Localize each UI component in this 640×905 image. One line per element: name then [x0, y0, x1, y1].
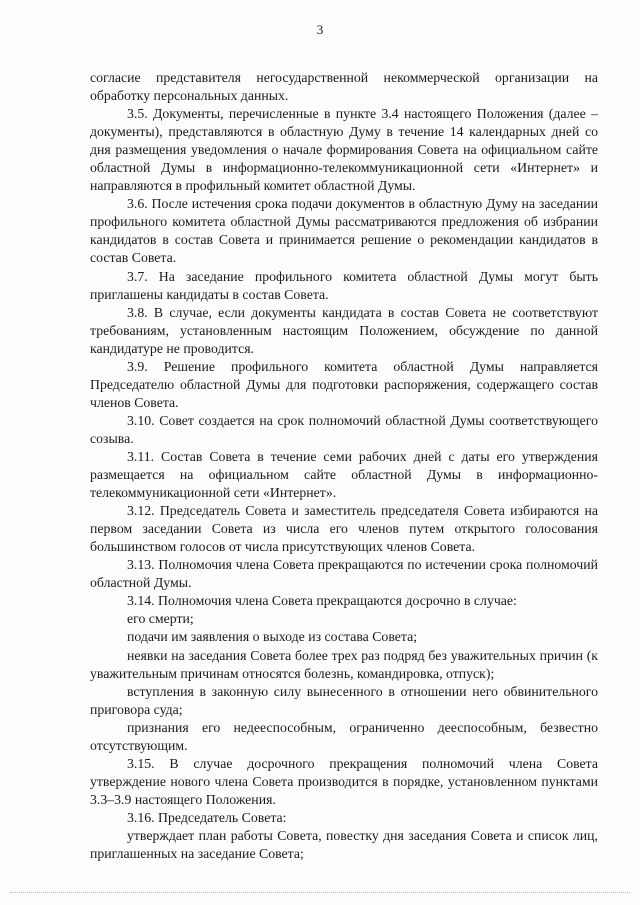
list-item: неявки на заседания Совета более трех раз подряд без уважительных причин (к уважительным причинам относятся болезнь, командировка, отпуск); [90, 647, 598, 681]
paragraph-3-9: 3.9. Решение профильного комитета областной Думы направляется Председателю областной Думы для подготовки распоряжения, содержащего состав членов Совета. [90, 358, 598, 410]
page-number: 3 [316, 22, 324, 37]
list-item: подачи им заявления о выходе из состава Совета; [127, 629, 418, 645]
paragraph-3-13: 3.13. Полномочия члена Совета прекращаются по истечении срока полномочий областной Думы. [90, 557, 598, 591]
list-item: признания его недееспособным, ограниченно дееспособным, безвестно отсутствующим. [90, 719, 598, 753]
paragraph-3-7: 3.7. На заседание профильного комитета областной Думы могут быть приглашены кандидаты в состав Совета. [90, 268, 598, 302]
paragraph-3-8: 3.8. В случае, если документы кандидата в состав Совета не соответствуют требованиям, установленным настоящим Положением, обсуждение по данной кандидатуре не проводится. [90, 304, 598, 356]
paragraph-3-5: 3.5. Документы, перечисленные в пункте 3.4 настоящего Положения (далее – документы), представляются в областную Думу в течение 14 календарных дней со дня размещения уведомления о начале формирования Совета на официальном сайте областной Думы в информационно-телекоммуникационной сети «Интернет» и направляются в профильный комитет областной Думы. [90, 106, 598, 194]
paragraph-3-15: 3.15. В случае досрочного прекращения полномочий члена Совета утверждение нового члена Совета производится в порядке, установленном пунктами 3.3–3.9 настоящего Положения. [90, 755, 598, 807]
list-item: его смерти; [127, 611, 194, 627]
document-body [90, 69, 598, 863]
paragraph-3-12: 3.12. Председатель Совета и заместитель председателя Совета избираются на первом заседании Совета из числа его членов путем открытого голосования большинством голосов от числа присутствующих членов Совета. [90, 503, 598, 555]
paragraph-3-10: 3.10. Совет создается на срок полномочий областной Думы соответствующего созыва. [90, 412, 598, 446]
paragraph-3-14: 3.14. Полномочия члена Совета прекращаются досрочно в случае: [127, 593, 517, 609]
list-item: вступления в законную силу вынесенного в отношении него обвинительного приговора суда; [90, 683, 598, 717]
paragraph-3-6: 3.6. После истечения срока подачи документов в областную Думу на заседании профильного комитета областной Думы рассматриваются предложения об избрании кандидатов в состав Совета и принимается решение о рекомендации кандидатов в состав Совета. [90, 196, 598, 266]
paragraph-3-11: 3.11. Состав Совета в течение семи рабочих дней с даты его утверждения размещается на официальном сайте областной Думы в информационно-телекоммуникационной сети «Интернет». [90, 448, 598, 501]
paragraph-3-16: 3.16. Председатель Совета: [127, 809, 287, 825]
paragraph-consent: согласие представителя негосударственной некоммерческой организации на обработку персональных данных. [90, 70, 598, 104]
list-item: утверждает план работы Совета, повестку дня заседания Совета и список лиц, приглашенных на заседание Совета; [90, 827, 598, 862]
page-bottom-divider [10, 892, 630, 893]
